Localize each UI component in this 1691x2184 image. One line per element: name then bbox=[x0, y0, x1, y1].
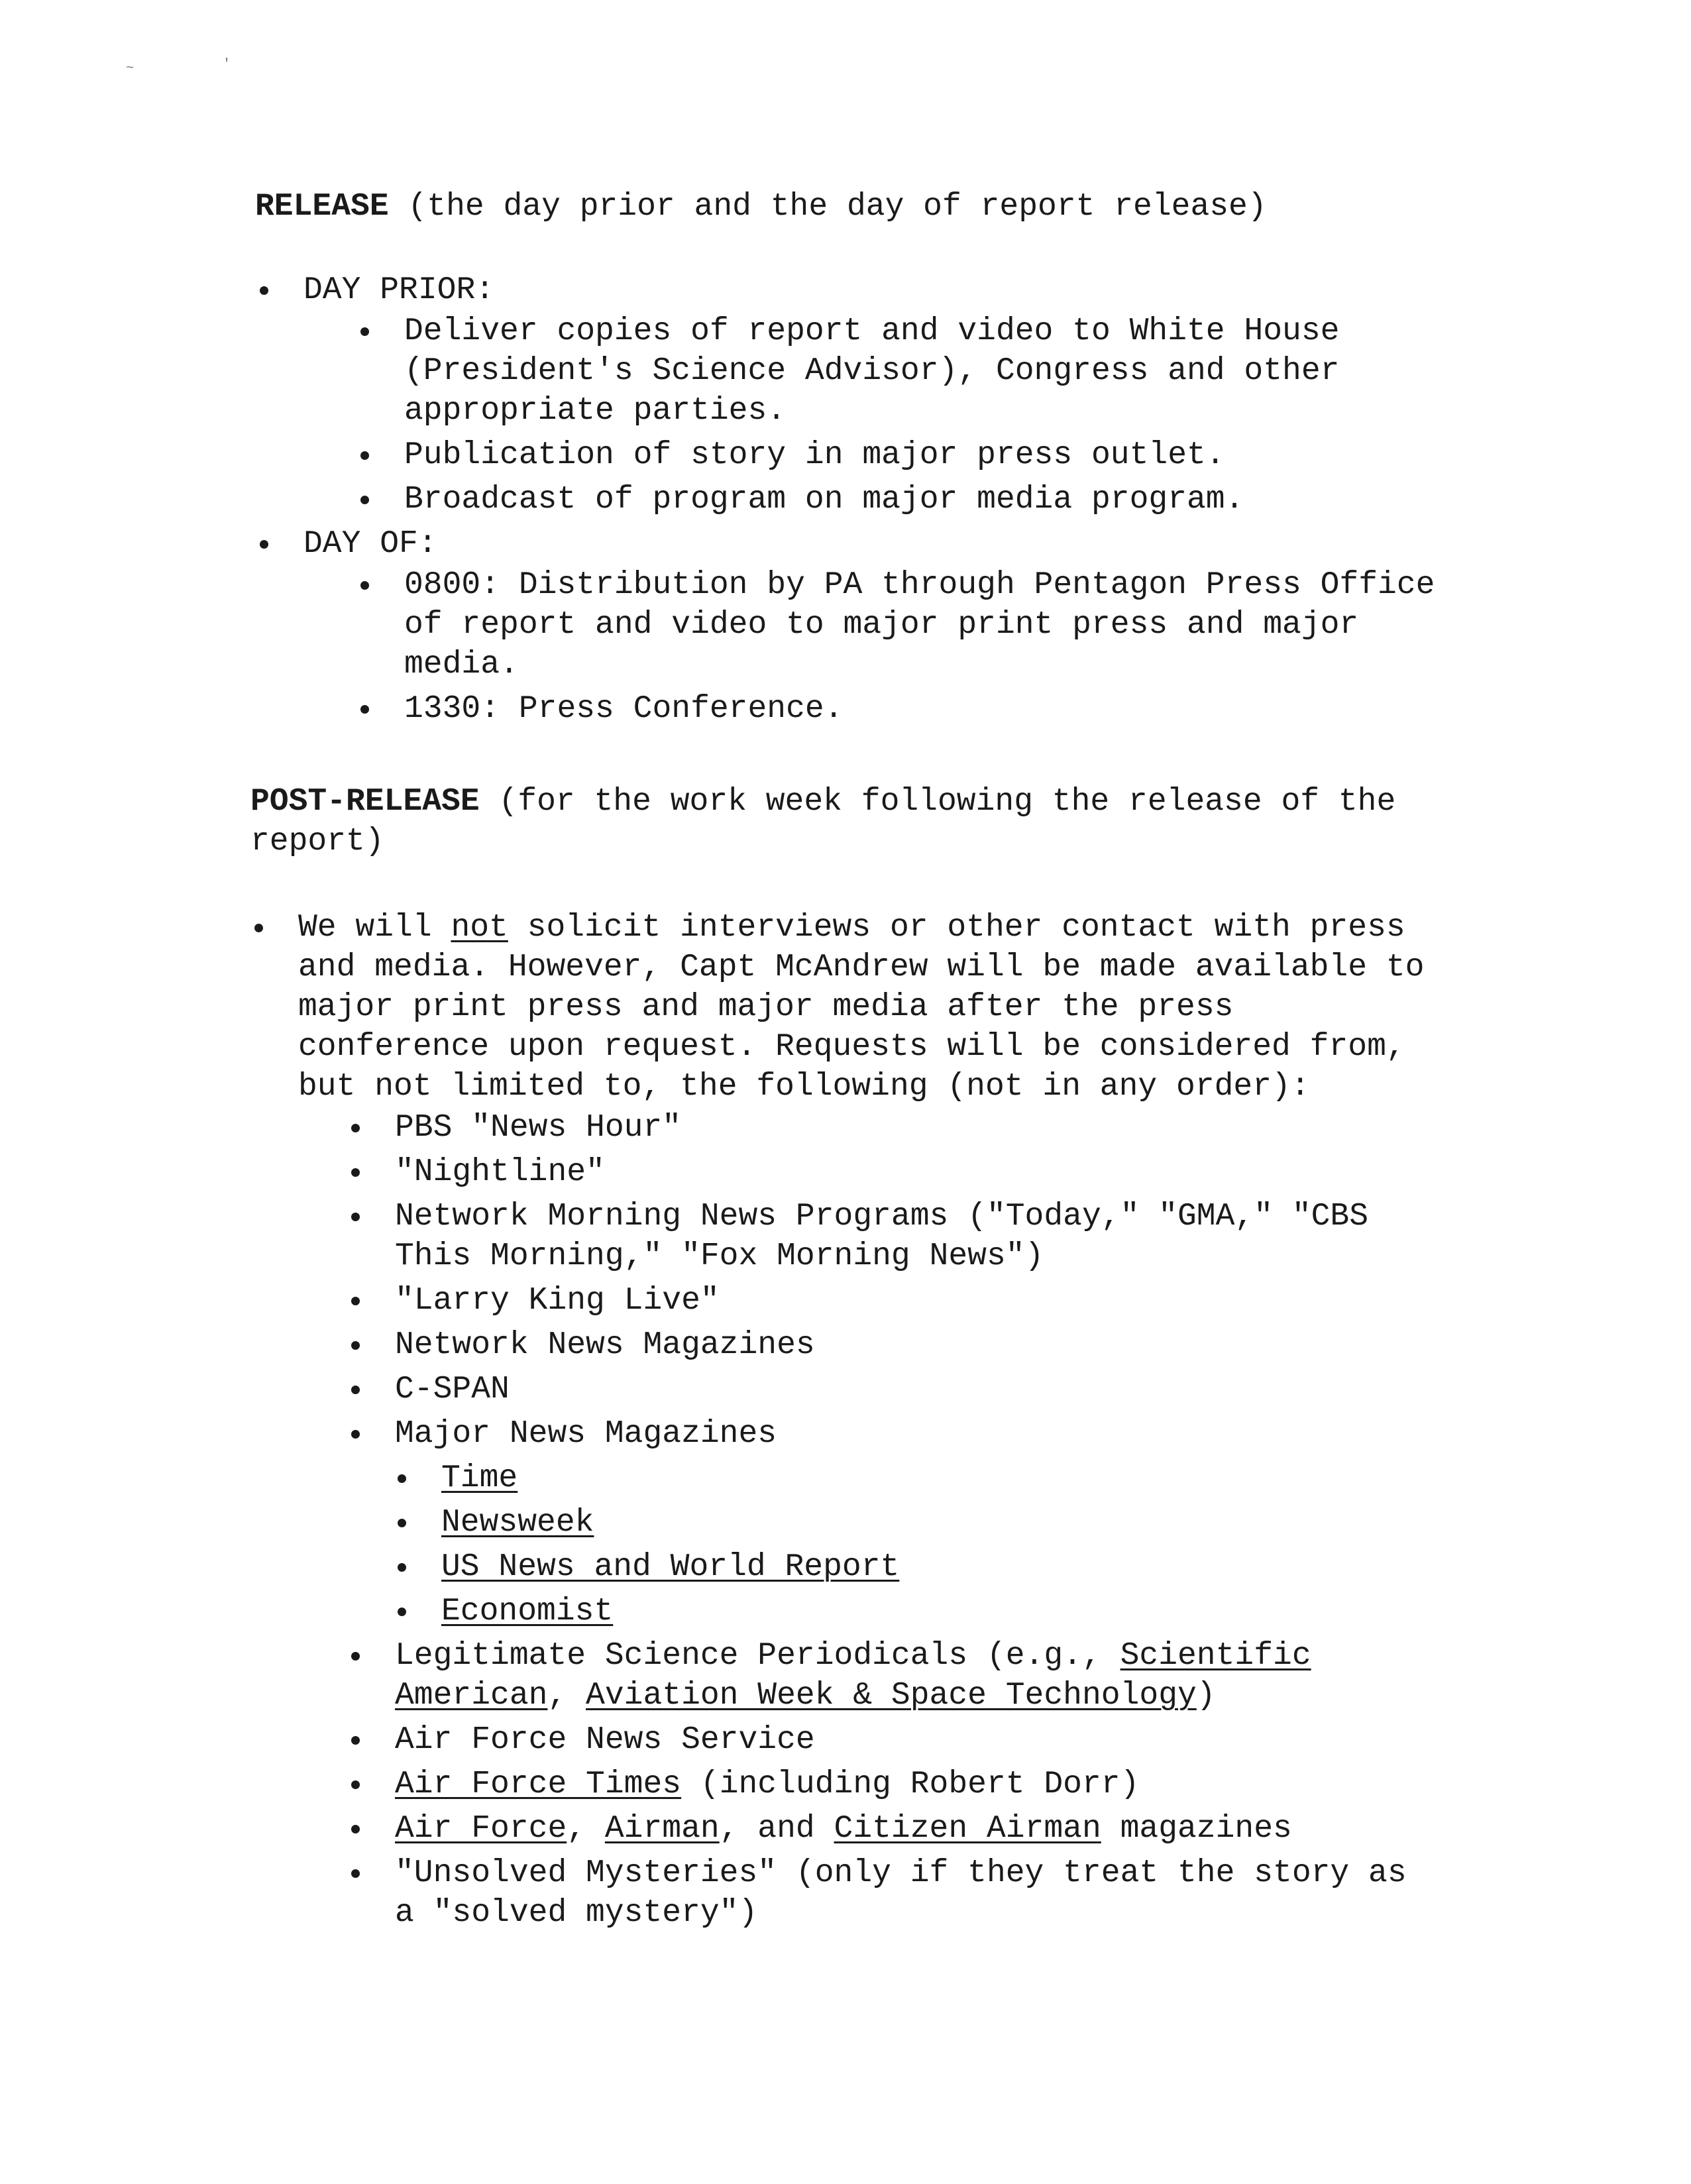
outlet-item bbox=[395, 1720, 1442, 1760]
post-release-title: POST-RELEASE bbox=[250, 784, 480, 820]
magazine-item bbox=[441, 1503, 1442, 1543]
scan-mark: ~ bbox=[126, 61, 135, 76]
post-release-heading bbox=[250, 782, 1509, 861]
intro-text-part2: solicit interviews or other contact with press and media. However, Capt McAndrew will be made available to major print press and major media after the press conference upon request. Requests will be considered from, but not limited to, the following (not in any order): bbox=[298, 910, 1425, 1105]
outlet-text: Legitimate Science Periodicals (e.g., bbox=[395, 1638, 1120, 1674]
separator: ) bbox=[1196, 1678, 1216, 1714]
day-of-label: DAY OF: bbox=[303, 526, 437, 562]
outlet-text: Major News Magazines bbox=[395, 1416, 777, 1452]
list-item bbox=[404, 311, 1398, 431]
magazine-title: Newsweek bbox=[441, 1505, 594, 1541]
publication-title: Air Force Times bbox=[395, 1767, 682, 1802]
list-item bbox=[404, 565, 1451, 684]
intro-emphasis: not bbox=[451, 910, 508, 946]
magazine-item bbox=[441, 1458, 1442, 1498]
outlet-item bbox=[395, 1809, 1442, 1849]
release-subtitle: (the day prior and the day of report release) bbox=[408, 189, 1267, 225]
list-item-text: 1330: Press Conference. bbox=[404, 691, 844, 727]
separator: , bbox=[567, 1811, 605, 1847]
magazine-item bbox=[441, 1592, 1442, 1631]
outlet-item bbox=[395, 1281, 1442, 1321]
list-item bbox=[404, 689, 1451, 729]
outlet-item bbox=[395, 1636, 1442, 1716]
outlet-text: Network News Magazines bbox=[395, 1327, 815, 1363]
list-item bbox=[404, 480, 1398, 519]
magazine-title: Time bbox=[441, 1460, 518, 1496]
day-of-item bbox=[303, 524, 1496, 729]
intro-text-part1: We will bbox=[298, 910, 451, 946]
outlet-text: C-SPAN bbox=[395, 1372, 510, 1407]
outlet-item bbox=[395, 1325, 1442, 1365]
outlet-text: "Nightline" bbox=[395, 1154, 605, 1190]
day-prior-label: DAY PRIOR: bbox=[303, 272, 495, 308]
outlet-text: "Unsolved Mysteries" (only if they treat the story as a "solved mystery") bbox=[395, 1855, 1407, 1931]
list-item-text: Publication of story in major press outlet. bbox=[404, 437, 1225, 473]
day-prior-item bbox=[303, 270, 1496, 519]
separator: , and bbox=[719, 1811, 834, 1847]
post-release-subtitle: (for the work week following the release of the report) bbox=[250, 784, 1396, 859]
outlet-item bbox=[395, 1152, 1442, 1192]
publication-title: Citizen Airman bbox=[834, 1811, 1101, 1847]
outlet-item bbox=[395, 1197, 1442, 1276]
magazine-title: US News and World Report bbox=[441, 1549, 900, 1585]
release-heading bbox=[255, 187, 1267, 227]
periodical-title: Scientific American bbox=[395, 1638, 1311, 1714]
outlet-item bbox=[395, 1765, 1442, 1804]
outlet-text: Network Morning News Programs ("Today," "GMA," "CBS This Morning," "Fox Morning News") bbox=[395, 1199, 1369, 1274]
publication-title: Air Force bbox=[395, 1811, 567, 1847]
post-release-list bbox=[298, 908, 1438, 1938]
separator: , bbox=[547, 1678, 586, 1714]
outlet-item bbox=[395, 1108, 1442, 1148]
outlet-item bbox=[395, 1370, 1442, 1409]
publication-title: Airman bbox=[604, 1811, 720, 1847]
intro-item bbox=[298, 908, 1438, 1933]
list-item-text: Deliver copies of report and video to White House (President's Science Advisor), Congress and other appropriate parties. bbox=[404, 313, 1340, 429]
outlet-text: (including Robert Dorr) bbox=[681, 1767, 1140, 1802]
magazine-title: Economist bbox=[441, 1594, 614, 1629]
outlet-text: "Larry King Live" bbox=[395, 1283, 720, 1319]
periodical-title: Aviation Week & Space Technology bbox=[586, 1678, 1197, 1714]
release-title: RELEASE bbox=[255, 189, 389, 225]
list-item bbox=[404, 435, 1398, 475]
list-item-text: Broadcast of program on major media program. bbox=[404, 482, 1244, 518]
release-list bbox=[303, 270, 1496, 734]
outlet-text: PBS "News Hour" bbox=[395, 1110, 682, 1146]
outlet-text: Air Force News Service bbox=[395, 1722, 815, 1758]
outlet-item bbox=[395, 1414, 1442, 1631]
outlet-item bbox=[395, 1853, 1442, 1933]
scan-mark: ' bbox=[223, 57, 231, 72]
magazine-item bbox=[441, 1547, 1442, 1587]
list-item-text: 0800: Distribution by PA through Pentagon Press Office of report and video to major print press and major media. bbox=[404, 567, 1435, 682]
outlet-text: magazines bbox=[1101, 1811, 1292, 1847]
